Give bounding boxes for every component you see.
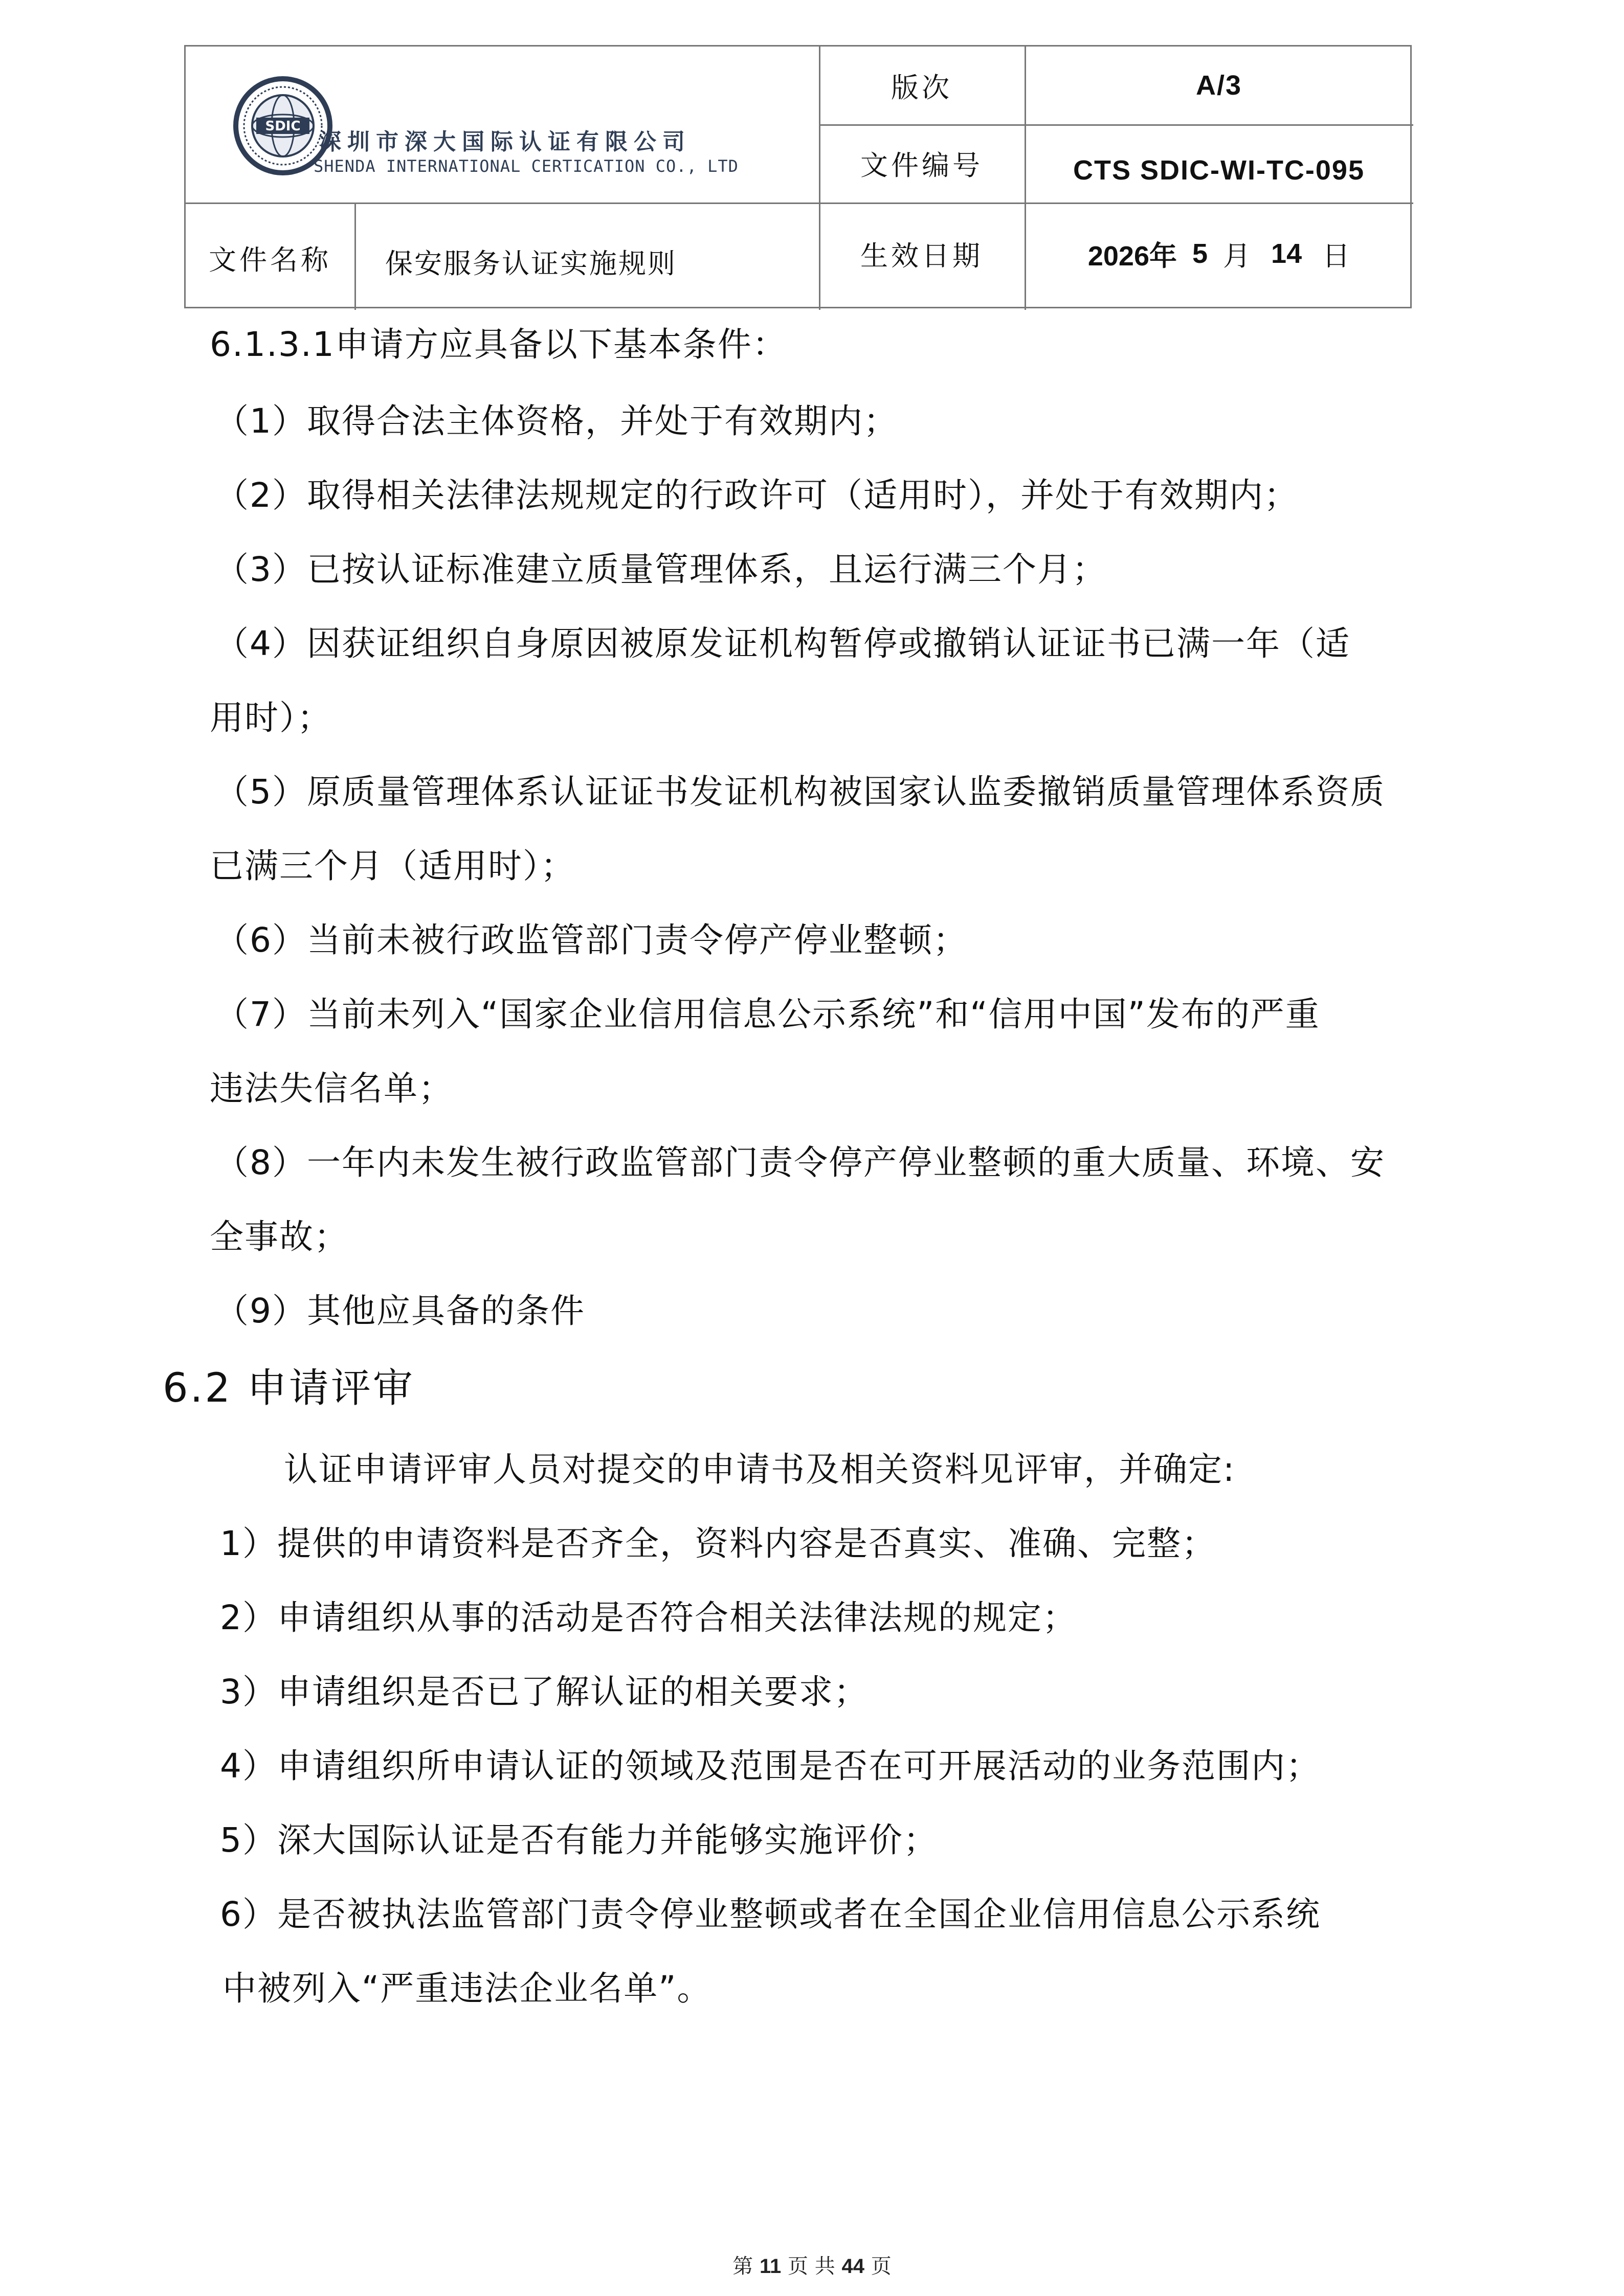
effective-year: 2026年 xyxy=(1087,240,1177,272)
review-item: 4）申请组织所申请认证的领域及范围是否在可开展活动的业务范围内； xyxy=(220,1746,1321,1786)
page-number: 11 xyxy=(760,2255,782,2278)
condition-line: （3）已按认证标准建立质量管理体系，且运行满三个月； xyxy=(215,550,1107,589)
condition-line: （1）取得合法主体资格，并处于有效期内； xyxy=(215,401,898,441)
effective-day-unit: 日 xyxy=(1322,239,1350,272)
condition-line: （4）因获证组织自身原因被原发证机构暂停或撤销认证证书已满一年（适 xyxy=(215,624,1350,663)
doc-number-label: 文件编号 xyxy=(860,149,983,182)
footer-suffix: 页 xyxy=(871,2255,892,2278)
document-header-table xyxy=(184,45,1412,308)
condition-line: （5）原质量管理体系认证证书发证机构被国家认监委撤销质量管理体系资质 xyxy=(215,772,1385,812)
effective-date-label: 生效日期 xyxy=(860,239,983,272)
review-item: 中被列入“严重违法企业名单”。 xyxy=(223,1969,712,2008)
edition-label: 版次 xyxy=(891,71,952,104)
logo-mark-text: SDIC xyxy=(265,119,301,134)
review-item: 6）是否被执法监管部门责令停业整顿或者在全国企业信用信息公示系统 xyxy=(220,1895,1321,1934)
condition-line: 已满三个月（适用时）； xyxy=(210,846,575,886)
condition-line: 全事故； xyxy=(210,1217,349,1256)
review-item: 2）申请组织从事的活动是否符合相关法律法规的规定； xyxy=(220,1598,1077,1637)
footer-middle: 页 共 xyxy=(788,2255,835,2278)
doc-name-value: 保安服务认证实施规则 xyxy=(385,247,677,280)
company-name-cn: 深圳市深大国际认证有限公司 xyxy=(319,129,691,155)
company-name-en: SHENDA INTERNATIONAL CERTICATION CO., LTD xyxy=(314,156,739,176)
effective-date-value xyxy=(1025,202,1413,310)
review-item: 3）申请组织是否已了解认证的相关要求； xyxy=(220,1672,869,1712)
effective-month: 5 xyxy=(1192,238,1208,269)
condition-line: （2）取得相关法律法规规定的行政许可（适用时），并处于有效期内； xyxy=(215,476,1299,515)
review-intro: 认证申请评审人员对提交的申请书及相关资料见评审，并确定: xyxy=(284,1450,1236,1489)
company-logo-block xyxy=(186,47,819,202)
review-item: 5）深大国际认证是否有能力并能够实施评价； xyxy=(220,1820,938,1860)
condition-line: （9）其他应具备的条件 xyxy=(215,1291,585,1331)
condition-line: （8）一年内未发生被行政监管部门责令停产停业整顿的重大质量、环境、安 xyxy=(215,1143,1385,1182)
review-item: 1）提供的申请资料是否齐全，资料内容是否真实、准确、完整； xyxy=(220,1524,1216,1563)
edition-value: A/3 xyxy=(1195,70,1242,101)
condition-line: 用时）； xyxy=(210,698,332,737)
footer-prefix: 第 xyxy=(732,2255,753,2278)
doc-name-label: 文件名称 xyxy=(209,244,331,276)
section-title: 6.2 申请评审 xyxy=(163,1365,415,1411)
effective-month-unit: 月 xyxy=(1223,239,1251,272)
condition-line: （7）当前未列入“国家企业信用信息公示系统”和“信用中国”发布的严重 xyxy=(215,995,1320,1034)
total-pages: 44 xyxy=(841,2255,864,2278)
page-footer xyxy=(0,2250,1624,2279)
doc-number-value: CTS SDIC-WI-TC-095 xyxy=(1073,154,1365,186)
effective-day: 14 xyxy=(1271,238,1302,269)
condition-line: （6）当前未被行政监管部门责令停产停业整顿； xyxy=(215,920,968,960)
condition-line: 违法失信名单； xyxy=(210,1069,453,1108)
clause-intro: 6.1.3.1申请方应具备以下基本条件： xyxy=(210,325,787,364)
